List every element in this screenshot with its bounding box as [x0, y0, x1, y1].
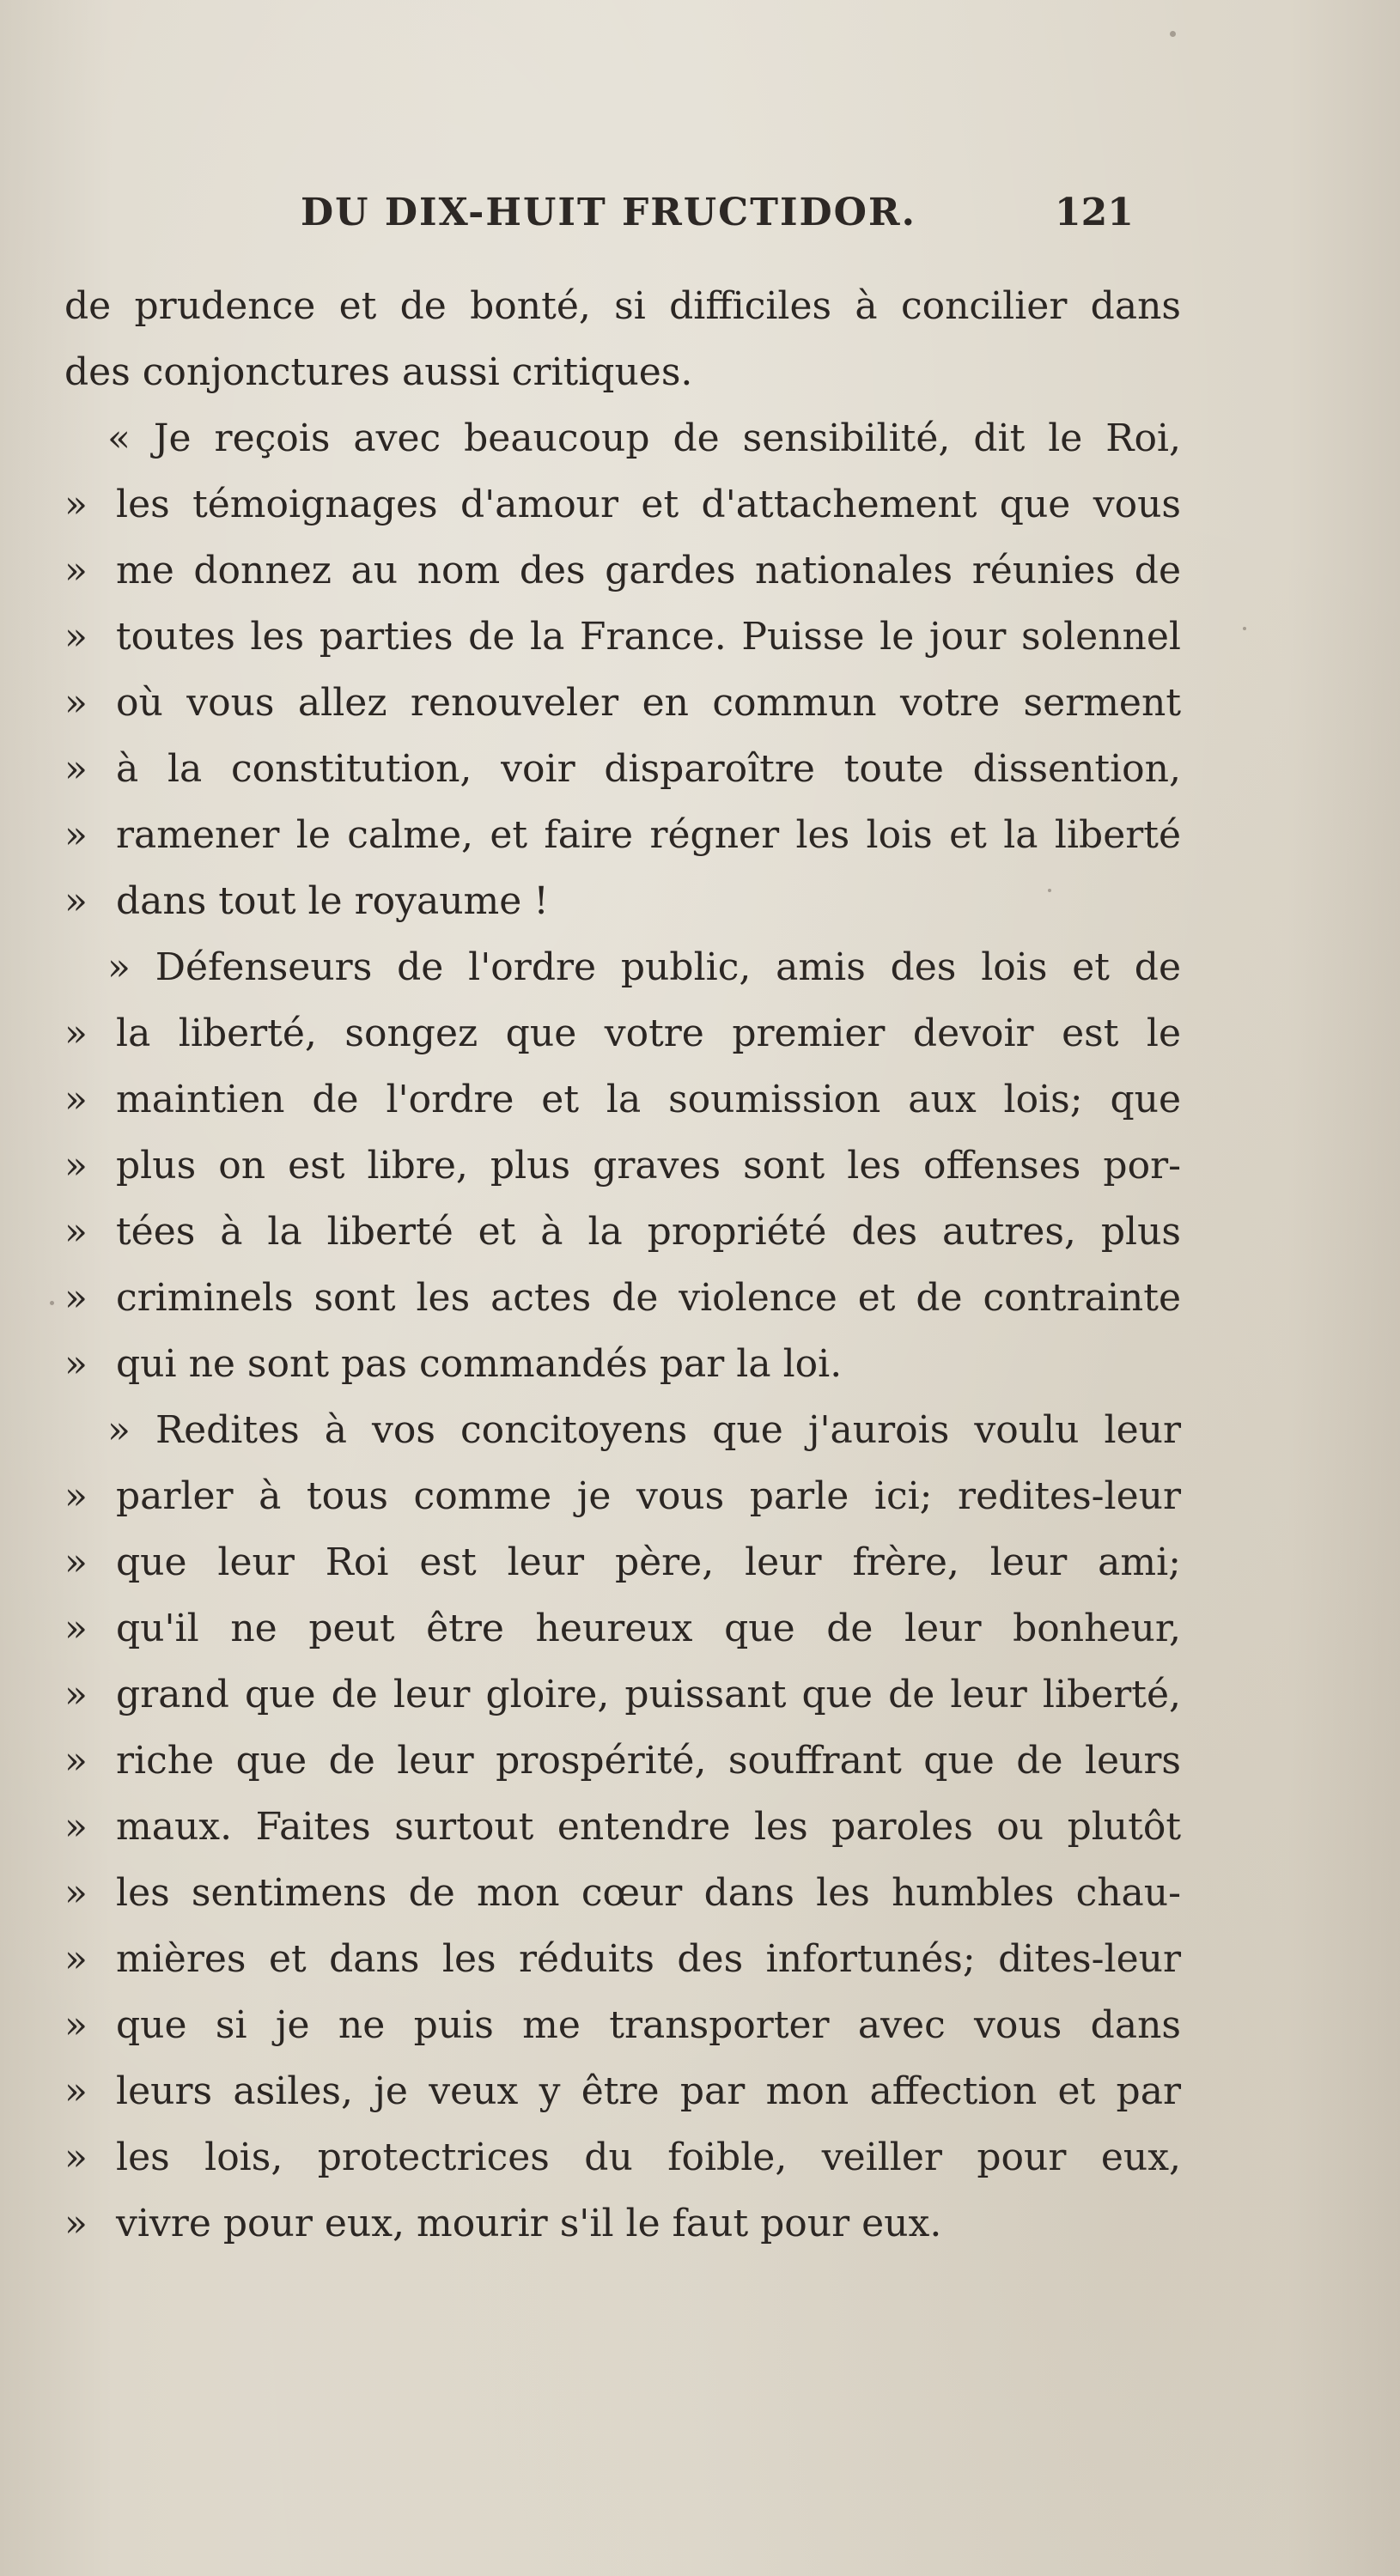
text-line — [64, 405, 1181, 471]
text-line — [64, 538, 1181, 604]
text-line — [64, 802, 1181, 868]
paper-speck — [1170, 31, 1176, 37]
text-line — [64, 2190, 1181, 2257]
text-line — [64, 1066, 1181, 1133]
quote-mark: » — [64, 1474, 88, 1518]
quote-mark: » — [64, 1871, 88, 1915]
line-text: parler à tous comme je vous parle ici; redites-leur — [116, 1474, 1181, 1518]
line-text: ramener le calme, et faire régner les lois et la liberté — [116, 813, 1181, 857]
quote-mark: » — [64, 879, 88, 923]
text-line — [64, 670, 1181, 736]
text-line — [64, 1463, 1181, 1529]
line-text: me donnez au nom des gardes nationales réunies de — [116, 549, 1181, 592]
quote-mark: » — [64, 1540, 88, 1584]
quote-mark: » — [64, 1210, 88, 1254]
line-text: maux. Faites surtout entendre les paroles ou plutôt — [116, 1805, 1181, 1849]
line-text: maintien de l'ordre et la soumission aux lois; que — [116, 1078, 1181, 1121]
quote-mark: » — [64, 1078, 88, 1121]
line-text: la liberté, songez que votre premier devoir est le — [116, 1012, 1181, 1055]
text-line — [64, 2124, 1181, 2190]
quote-mark: » — [64, 2136, 88, 2179]
running-title: DU DIX-HUIT FRUCTIDOR. — [301, 191, 916, 234]
text-line — [64, 1860, 1181, 1926]
line-text: les témoignages d'amour et d'attachement que vous — [116, 483, 1181, 526]
line-text: les lois, protectrices du foible, veiller pour eux, — [116, 2136, 1181, 2179]
text-line — [64, 604, 1181, 670]
line-text: grand que de leur gloire, puissant que de leur liberté, — [116, 1673, 1181, 1716]
quote-mark: » — [64, 1805, 88, 1849]
text-line — [64, 1265, 1181, 1331]
line-text: les sentimens de mon cœur dans les humbles chau- — [116, 1871, 1181, 1915]
line-text: dans tout le royaume ! — [116, 879, 549, 923]
line-text: criminels sont les actes de violence et de contrainte — [116, 1276, 1181, 1320]
text-line — [64, 1133, 1181, 1199]
line-text: qui ne sont pas commandés par la loi. — [116, 1342, 843, 1386]
line-text: des conjonctures aussi critiques. — [64, 350, 693, 394]
line-text: » Redites à vos concitoyens que j'aurois voulu leur — [107, 1408, 1181, 1452]
line-text: que leur Roi est leur père, leur frère, leur ami; — [116, 1540, 1181, 1584]
body-text — [64, 273, 1181, 2257]
text-line — [64, 1199, 1181, 1265]
text-line — [64, 339, 1181, 405]
text-line — [64, 934, 1181, 1000]
quote-mark: » — [64, 549, 88, 592]
line-text: que si je ne puis me transporter avec vous dans — [116, 2003, 1181, 2047]
page-number: 121 — [1055, 191, 1134, 234]
line-text: » Défenseurs de l'ordre public, amis des lois et de — [107, 945, 1181, 989]
quote-mark: » — [64, 747, 88, 791]
quote-mark: » — [64, 1276, 88, 1320]
paper-speck — [50, 1301, 54, 1305]
text-line — [64, 273, 1181, 339]
text-line — [64, 1926, 1181, 1992]
text-line — [64, 868, 1181, 934]
text-line — [64, 736, 1181, 802]
quote-mark: » — [64, 1937, 88, 1981]
quote-mark: » — [64, 483, 88, 526]
paper-speck — [1048, 889, 1051, 892]
quote-mark: » — [64, 1739, 88, 1783]
text-line — [64, 2058, 1181, 2124]
text-line — [64, 1595, 1181, 1662]
line-text: qu'il ne peut être heureux que de leur bonheur, — [116, 1607, 1181, 1650]
line-text: leurs asiles, je veux y être par mon affection et par — [116, 2069, 1181, 2113]
text-line — [64, 471, 1181, 538]
text-line — [64, 1331, 1181, 1397]
line-text: de prudence et de bonté, si difficiles à concilier dans — [64, 284, 1181, 328]
text-line — [64, 1397, 1181, 1463]
text-line — [64, 1662, 1181, 1728]
quote-mark: » — [64, 2003, 88, 2047]
line-text: tées à la liberté et à la propriété des autres, plus — [116, 1210, 1181, 1254]
text-line — [64, 1992, 1181, 2058]
line-text: vivre pour eux, mourir s'il le faut pour eux. — [116, 2202, 942, 2245]
quote-mark: » — [64, 1342, 88, 1386]
text-line — [64, 1000, 1181, 1066]
text-line — [64, 1728, 1181, 1794]
line-text: où vous allez renouveler en commun votre serment — [116, 681, 1181, 725]
quote-mark: » — [64, 1673, 88, 1716]
quote-mark: » — [64, 1012, 88, 1055]
line-text: « Je reçois avec beaucoup de sensibilité, dit le Roi, — [107, 416, 1181, 460]
quote-mark: » — [64, 1607, 88, 1650]
line-text: plus on est libre, plus graves sont les offenses por- — [116, 1144, 1181, 1188]
text-line — [64, 1529, 1181, 1595]
line-text: à la constitution, voir disparoître toute dissention, — [116, 747, 1181, 791]
line-text: toutes les parties de la France. Puisse le jour solennel — [116, 615, 1181, 659]
quote-mark: » — [64, 615, 88, 659]
text-line — [64, 1794, 1181, 1860]
quote-mark: » — [64, 813, 88, 857]
line-text: mières et dans les réduits des infortunés; dites-leur — [116, 1937, 1181, 1981]
quote-mark: » — [64, 2069, 88, 2113]
paper-speck — [1243, 627, 1246, 630]
quote-mark: » — [64, 1144, 88, 1188]
quote-mark: » — [64, 2202, 88, 2245]
running-head — [0, 191, 1400, 242]
quote-mark: » — [64, 681, 88, 725]
line-text: riche que de leur prospérité, souffrant que de leurs — [116, 1739, 1181, 1783]
